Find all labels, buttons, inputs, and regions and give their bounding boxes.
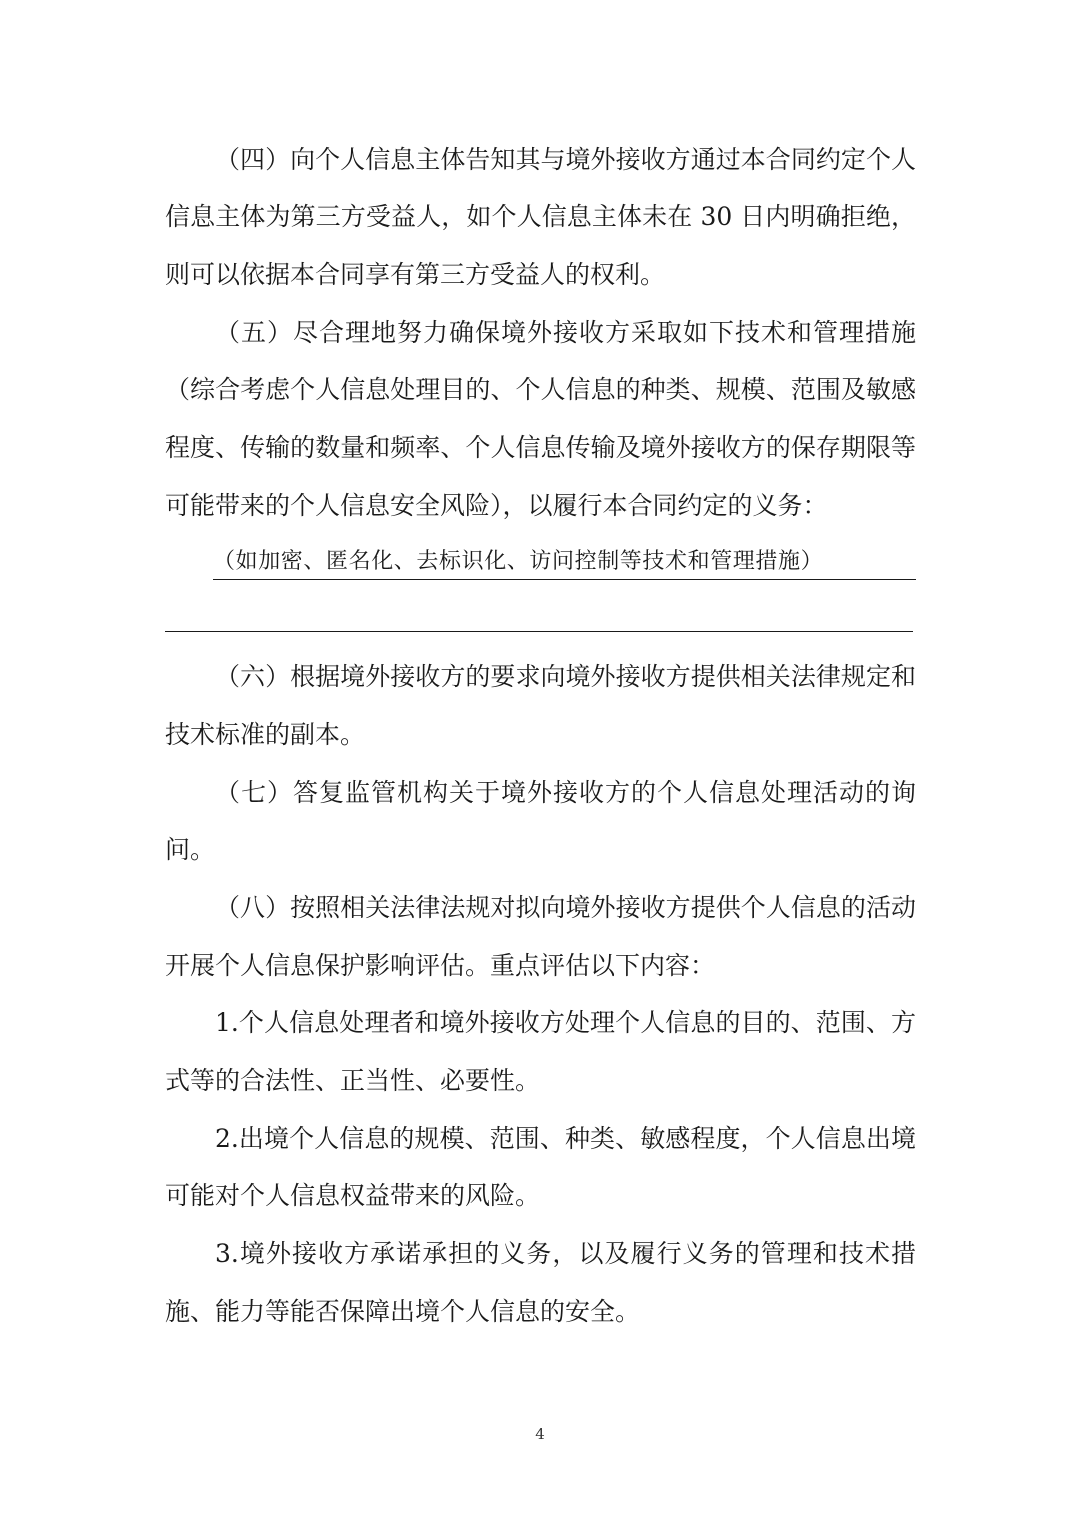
clause-8-item-1-line-2: 式等的合法性、正当性、必要性。: [165, 1066, 541, 1095]
clause-7-line-2: 问。: [165, 835, 216, 864]
clause-8-item-3-line-1: 3.境外接收方承诺承担的义务，以及履行义务的管理和技术措: [215, 1239, 916, 1268]
clause-8-line-2: 开展个人信息保护影响评估。重点评估以下内容：: [165, 951, 716, 980]
clause-4-line-2: 信息主体为第三方受益人，如个人信息主体未在 30 日内明确拒绝，: [165, 202, 916, 231]
clause-8-item-2-line-1: 2.出境个人信息的规模、范围、种类、敏感程度，个人信息出境: [215, 1124, 916, 1153]
clause-5-line-3: 程度、传输的数量和频率、个人信息传输及境外接收方的保存期限等: [165, 433, 916, 462]
clause-4-line-1: （四）向个人信息主体告知其与境外接收方通过本合同约定个人: [215, 145, 916, 174]
blank-underline: [165, 631, 913, 632]
clause-6-line-2: 技术标准的副本。: [165, 720, 366, 749]
page-number: 4: [535, 1425, 545, 1443]
fill-in-blank-line: [213, 545, 916, 580]
clause-8-item-2-line-2: 可能对个人信息权益带来的风险。: [165, 1181, 541, 1210]
clause-8-item-1-line-1: 1.个人信息处理者和境外接收方处理个人信息的目的、范围、方: [215, 1008, 916, 1037]
clause-4-line-3: 则可以依据本合同享有第三方受益人的权利。: [165, 260, 666, 289]
clause-6-line-1: （六）根据境外接收方的要求向境外接收方提供相关法律规定和: [215, 662, 916, 691]
clause-8-line-1: （八）按照相关法律法规对拟向境外接收方提供个人信息的活动: [215, 893, 916, 922]
clause-8-item-3-line-2: 施、能力等能否保障出境个人信息的安全。: [165, 1297, 641, 1326]
fill-in-hint: （如加密、匿名化、去标识化、访问控制等技术和管理措施）: [213, 549, 824, 574]
clause-5-line-4: 可能带来的个人信息安全风险），以履行本合同约定的义务：: [165, 491, 828, 520]
clause-5-line-2: （综合考虑个人信息处理目的、个人信息的种类、规模、范围及敏感: [165, 375, 916, 404]
clause-7-line-1: （七）答复监管机构关于境外接收方的个人信息处理活动的询: [215, 778, 916, 807]
clause-5-line-1: （五）尽合理地努力确保境外接收方采取如下技术和管理措施: [215, 318, 916, 347]
